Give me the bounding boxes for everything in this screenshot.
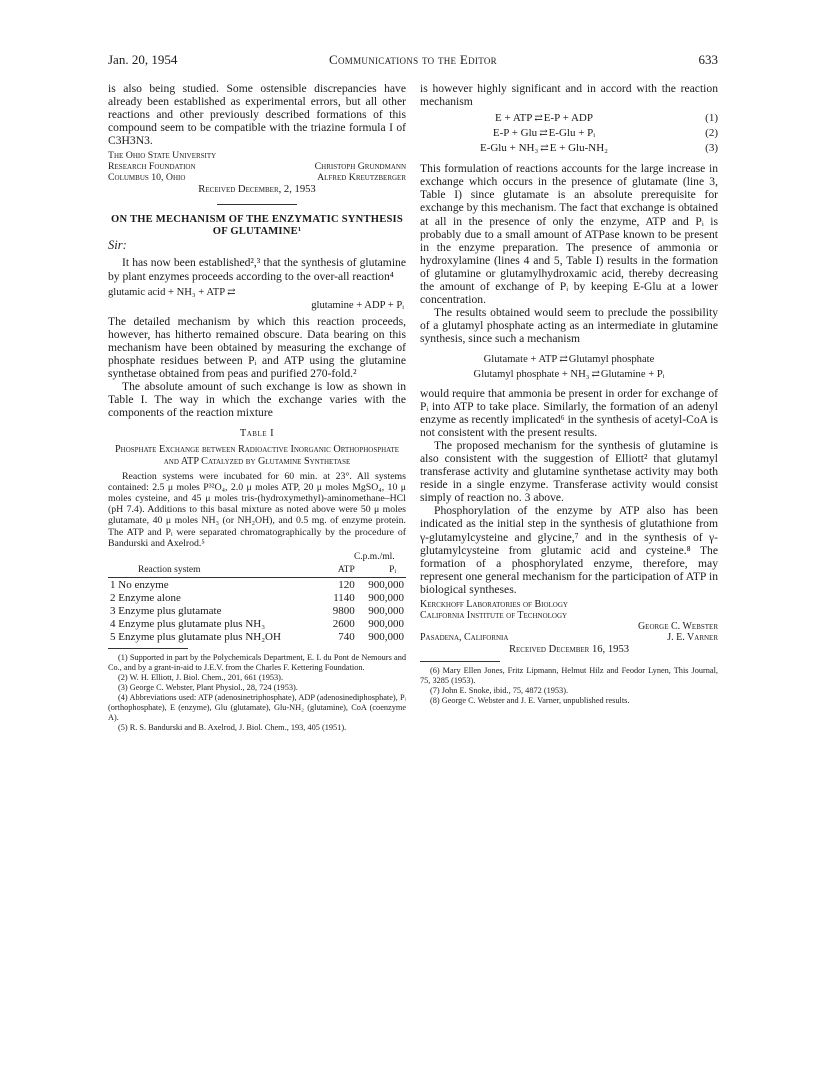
row-system: 2 Enzyme alone [110, 591, 181, 604]
equation-left: E + ATP [495, 112, 533, 125]
body-paragraph-9: Phosphorylation of the enzyme by ATP also has been indicated as the initial step in the synthesis of glutathione from γ-glutamylcysteine and glycine,⁷ and in the synthesis of γ-glutamylcysteine from glutamic acid and cysteine.⁸ The formation of a phosphorylated enzyme, therefore, may represent one general mechanism for the participation of ATP in biological syntheses. [420, 504, 718, 596]
table-caption: Phosphate Exchange between Radioactive Inorganic Orthophosphate and ATP Catalyzed by Glutamine Synthetase [114, 443, 400, 467]
table-row [108, 605, 406, 618]
equation-number: (1) [705, 112, 718, 125]
col-header-system: Reaction system [138, 564, 201, 575]
footnote: (8) George C. Webster and J. E. Varner, unpublished results. [430, 696, 630, 705]
table-row [108, 618, 406, 631]
col-header-atp: ATP [337, 564, 355, 575]
footnote-divider [108, 648, 188, 649]
mechanism-right: Glutamyl phosphate [568, 353, 655, 365]
row-atp: 120 [338, 578, 355, 591]
footnote-divider [420, 661, 500, 662]
prev-affiliation-line1 [108, 150, 406, 161]
issue-date: Jan. 20, 1954 [108, 52, 178, 67]
body-paragraph-2: The detailed mechanism by which this reaction proceeds, however, has hitherto remained obscure. Data bearing on this mechanism have been obtained by measuring the exchange of phosphate residues between Pᵢ and ATP using the glutamine synthetase obtained from peas and purified 270-fold.² [108, 314, 406, 381]
section-divider [217, 204, 297, 205]
table-note: Reaction systems were incubated for 60 min. at 23°. All systems contained: 2.5 μ moles P³²O₄, 2.0 μ moles ATP, 20 μ moles MgSO₄, 10 μ moles cysteine, and 45 μ moles tris-(hydroxymethyl)-aminomethane–HCl (pH 7.4). Additions to this basal mixture as noted above were 50 μ moles glutamate, 40 μ moles NH₃ (or NH₂OH), and 0.5 mg. of enzyme protein. The ATP and Pᵢ were separated chromatographically by the procedure of Bandurski and Axelrod.⁵ [108, 470, 406, 549]
footnote: (6) Mary Ellen Jones, Fritz Lipmann, Helmut Hilz and Feodor Lynen, This Journal, 75, 3285 (1953). [420, 666, 718, 685]
overall-reactants: glutamic acid + NH₃ + ATP [108, 286, 226, 298]
salutation: Sir: [108, 238, 127, 253]
row-atp: 9800 [332, 604, 355, 617]
body-paragraph-1: It has now been established²,³ that the synthesis of glutamine by plant enzymes proceeds according to the over-all reaction⁴ [108, 256, 406, 283]
footnote: (4) Abbreviations used: ATP (adenosinetriphosphate), ADP (adenosinediphosphate), Pᵢ (orthophosphate), E (enzyme), Glu (glutamate), Glu-NH₂ (glutamine), CoA (coenzyme A). [108, 692, 406, 722]
equation [420, 126, 718, 141]
lab-name: Kerckhoff Laboratories of Biology [420, 599, 568, 610]
table-header-row [108, 564, 406, 578]
row-pi: 900,000 [368, 591, 404, 604]
row-system: 3 Enzyme plus glutamate [110, 604, 222, 617]
table-units-row [108, 551, 406, 564]
reaction-equations [420, 111, 718, 156]
row-pi: 900,000 [368, 630, 404, 643]
author-2: J. E. Varner [667, 632, 718, 643]
equation-number: (3) [705, 142, 718, 155]
right-column [420, 82, 718, 706]
city: Pasadena, California [420, 632, 509, 643]
table-label: Table I [239, 428, 275, 440]
mechanism-line [420, 367, 718, 382]
prev-author-1: Christoph Grundmann [314, 161, 406, 173]
row-atp: 2600 [332, 617, 355, 630]
table-row [108, 631, 406, 644]
footnote: (1) Supported in part by the Polychemicals Department, E. I. du Pont de Nemours and Co., and by a grant-in-aid to J.E.V. from the Charles F. Kettering Foundation. [108, 652, 406, 672]
equilibrium-arrow-icon: ⇄ [534, 113, 542, 125]
body-paragraph-4: is however highly significant and in accord with the reaction mechanism [420, 82, 718, 109]
previous-article-ending: is also being studied. Some ostensible discrepancies have already been established as experimental errors, but all other reactions and other previously described formations of this compound seem to be compatible with the triazine formula I of C3H3N3. [108, 82, 406, 148]
row-pi: 900,000 [368, 617, 404, 630]
equilibrium-arrow-icon: ⇄ [559, 353, 567, 365]
equilibrium-arrow-icon: ⇄ [591, 368, 599, 380]
body-paragraph-7: would require that ammonia be present in order for exchange of Pᵢ into ATP to take place. Similarly, the formation of an adenyl enzyme as recently implicated⁶ in the synthesis of acetyl-CoA is not consistent with the present results. [420, 386, 718, 439]
row-system: 4 Enzyme plus glutamate plus NH₃ [110, 617, 266, 630]
body-paragraph-3: The absolute amount of such exchange is low as shown in Table I. The way in which the exchange varies with the components of the reaction mixture [108, 380, 406, 420]
mechanism-left: Glutamyl phosphate + NH₃ [473, 368, 590, 380]
equation-right: E-Glu + Pᵢ [548, 127, 596, 140]
prev-received-date: Received December, 2, 1953 [198, 184, 316, 196]
article-title: ON THE MECHANISM OF THE ENZYMATIC SYNTHESIS OF GLUTAMINE¹ [111, 214, 403, 238]
equilibrium-arrow-icon: ⇄ [540, 143, 548, 155]
prev-affiliation-line2 [108, 161, 406, 172]
author-1: George C. Webster [637, 621, 718, 632]
page-number: 633 [698, 52, 718, 67]
affiliation-line1 [420, 599, 718, 610]
row-system: 5 Enzyme plus glutamate plus NH₂OH [110, 630, 281, 643]
equation [420, 111, 718, 126]
institution-name: California Institute of Technology [420, 610, 568, 621]
affiliation-line2 [420, 610, 718, 621]
data-table [108, 551, 406, 644]
row-system: 1 No enzyme [110, 578, 169, 591]
body-paragraph-5: This formulation of reactions accounts for the large increase in exchange which occurs in the presence of glutamate (line 3, Table I) since glutamate is an absolute prerequisite for exchange by this mechanism. The fact that exchange is obtained at all in the presence of only the enzyme, ATP and Pᵢ is probably due to a small amount of ATPase known to be present in the enzyme preparation. The presence of ammonia or hydroxylamine (lines 4 and 5, Table I) results in the formation of glutamine or glutamylhydroxamic acid, thereby decreasing the amount of exchange of Pᵢ by keeping E-Glu at a lower concentration. [420, 162, 718, 307]
affiliation-line3 [420, 621, 718, 632]
mechanism-left: Glutamate + ATP [483, 353, 558, 365]
glutamyl-phosphate-mechanism [420, 352, 718, 382]
table-row [108, 592, 406, 605]
affiliation-line4 [420, 632, 718, 643]
mechanism-line [420, 352, 718, 367]
page-header [108, 52, 718, 72]
received-date: Received December 16, 1953 [508, 644, 630, 655]
overall-reaction [108, 286, 406, 312]
prev-affiliation-line3 [108, 172, 406, 183]
equation-left: E-P + Glu [492, 127, 538, 140]
row-pi: 900,000 [368, 578, 404, 591]
prev-city: Columbus 10, Ohio [108, 172, 186, 184]
footnote: (7) John E. Snoke, ibid., 75, 4872 (1953). [430, 686, 569, 695]
journal-section: Communications to the Editor [329, 52, 497, 67]
footnote: (2) W. H. Elliott, J. Biol. Chem., 201, 661 (1953). [118, 672, 284, 682]
equation-number: (2) [705, 127, 718, 140]
equation [420, 141, 718, 156]
left-column [108, 82, 406, 733]
prev-author-2: Alfred Kreutzberger [317, 172, 406, 184]
equation-right: E-P + ADP [543, 112, 593, 125]
row-atp: 1140 [333, 591, 355, 604]
overall-products: glutamine + ADP + Pᵢ [311, 299, 404, 311]
body-paragraph-8: The proposed mechanism for the synthesis of glutamine is also consistent with the suggestion of Elliott² that glutamyl transferase activity and glutamine synthetase activity may both reside in a single enzyme. Transferase activity would consist simply of reaction no. 3 above. [420, 438, 718, 505]
row-atp: 740 [338, 630, 355, 643]
mechanism-right: Glutamine + Pᵢ [600, 368, 665, 380]
table-row [108, 579, 406, 592]
col-header-pi: Pᵢ [389, 564, 396, 575]
equation-right: E + Glu-NH₂ [549, 142, 608, 155]
prev-institution: The Ohio State University [108, 150, 217, 162]
equilibrium-arrow-icon: ⇄ [539, 128, 547, 140]
table-units: C.p.m./ml. [353, 551, 395, 562]
row-pi: 900,000 [368, 604, 404, 617]
footnote: (3) George C. Webster, Plant Physiol., 28, 724 (1953). [118, 682, 298, 692]
prev-institution-foundation: Research Foundation [108, 161, 196, 173]
equilibrium-arrow-icon: ⇄ [227, 286, 235, 298]
footnote: (5) R. S. Bandurski and B. Axelrod, J. Biol. Chem., 193, 405 (1951). [118, 722, 347, 732]
body-paragraph-6: The results obtained would seem to preclude the possibility of a glutamyl phosphate acting as an intermediate in glutamine synthesis, since such a mechanism [420, 306, 718, 346]
equation-left: E-Glu + NH₃ [479, 142, 539, 155]
